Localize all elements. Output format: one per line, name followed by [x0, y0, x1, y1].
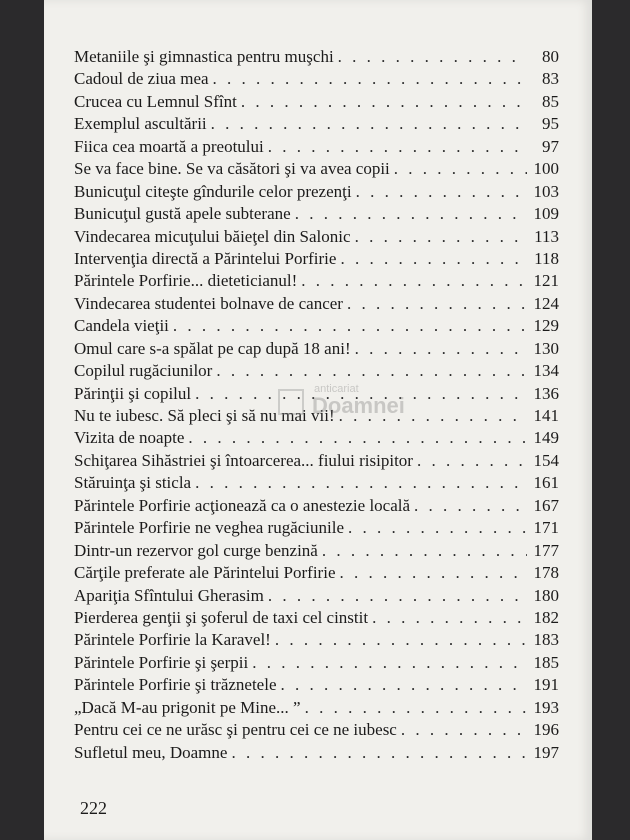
toc-leader-dots — [401, 719, 527, 741]
toc-entry-title: Pierderea genţii şi şoferul de taxi cel cinstit — [74, 607, 369, 627]
toc-entry-page: 136 — [533, 383, 559, 403]
toc-entry-page: 196 — [533, 720, 559, 740]
toc-entry-title: Intervenţia directă a Părintelui Porfirie — [74, 248, 337, 268]
toc-entry — [74, 293, 559, 315]
toc-entry — [74, 226, 559, 248]
toc-entry — [74, 517, 559, 539]
toc-entry — [74, 562, 559, 584]
watermark-big-text: Doamnei — [312, 393, 405, 418]
toc-entry-page: 124 — [533, 293, 559, 313]
toc-entry-page: 97 — [542, 136, 559, 156]
toc-entry-page: 109 — [533, 204, 559, 224]
toc-leader-dots — [322, 540, 527, 562]
toc-entry-page: 193 — [533, 697, 559, 717]
toc-entry-page: 141 — [533, 406, 559, 425]
toc-entry-page: 85 — [542, 91, 559, 111]
watermark-small-text: anticariat — [314, 383, 359, 395]
toc-leader-dots — [231, 742, 527, 764]
toc-leader-dots — [281, 674, 528, 696]
toc-entry — [74, 585, 559, 607]
toc-entry-title: Părintele Porfirie... dieteticianul! — [74, 271, 298, 291]
toc-leader-dots — [188, 427, 527, 449]
toc-leader-dots — [355, 338, 527, 360]
toc-leader-dots — [252, 652, 527, 674]
toc-leader-dots — [347, 293, 527, 315]
toc-entry-title: Crucea cu Lemnul Sfînt — [74, 91, 237, 111]
toc-entry-title: Vindecarea micuţului băieţel din Salonic — [74, 226, 351, 246]
toc-entry-title: Părintele Porfirie şi trăznetele — [74, 675, 277, 695]
toc-leader-dots — [355, 226, 527, 248]
toc-entry — [74, 607, 559, 629]
toc-entry-page: 197 — [533, 742, 559, 762]
table-of-contents — [74, 46, 559, 764]
toc-entry-title: Copilul rugăciunilor — [74, 361, 213, 381]
book-page — [44, 0, 592, 840]
toc-entry-title: Părinţii şi copilul — [74, 383, 192, 403]
toc-entry — [74, 450, 559, 472]
toc-entry-page: 118 — [534, 248, 559, 268]
toc-entry-title: Candela vieţii — [74, 316, 169, 336]
toc-entry-page: 178 — [533, 563, 559, 583]
toc-entry-page: 134 — [533, 361, 559, 381]
toc-entry-page: 113 — [534, 226, 559, 246]
toc-leader-dots — [348, 517, 527, 539]
toc-entry-title: Vizita de noapte — [74, 428, 185, 448]
toc-entry — [74, 203, 559, 225]
toc-entry — [74, 248, 559, 270]
toc-entry — [74, 472, 559, 494]
toc-entry-title: Cărţile preferate ale Părintelui Porfirie — [74, 563, 336, 583]
toc-entry — [74, 113, 559, 135]
toc-entry-title: Fiica cea moartă a preotului — [74, 136, 264, 156]
toc-entry — [74, 427, 559, 449]
toc-entry-title: Pentru cei ce ne urăsc şi pentru cei ce ne iubesc — [74, 720, 397, 740]
toc-leader-dots — [305, 697, 527, 719]
toc-entry-title: Bunicuţul citeşte gîndurile celor prezenţi — [74, 181, 352, 201]
page-number: 222 — [80, 798, 107, 818]
toc-entry — [74, 495, 559, 517]
toc-leader-dots — [356, 181, 527, 203]
toc-entry-page: 171 — [533, 518, 559, 538]
toc-entry-page: 100 — [533, 159, 559, 179]
toc-leader-dots — [213, 68, 527, 90]
toc-entry — [74, 674, 559, 696]
toc-entry-title: Stăruinţa şi sticla — [74, 473, 192, 493]
toc-entry — [74, 91, 559, 113]
toc-entry-page: 149 — [533, 428, 559, 448]
toc-entry-page: 121 — [533, 271, 559, 291]
toc-entry-page: 95 — [542, 114, 559, 134]
toc-entry — [74, 719, 559, 741]
toc-leader-dots — [268, 136, 527, 158]
toc-entry-page: 180 — [533, 585, 559, 605]
toc-leader-dots — [241, 91, 527, 113]
toc-leader-dots — [394, 158, 527, 180]
toc-entry — [74, 136, 559, 158]
toc-entry-title: Exemplul ascultării — [74, 114, 207, 134]
toc-leader-dots — [211, 113, 527, 135]
toc-entry — [74, 652, 559, 674]
toc-entry — [74, 158, 559, 180]
toc-entry-title: Omul care s-a spălat pe cap după 18 ani! — [74, 338, 351, 358]
toc-entry-title: Părintele Porfirie acţionează ca o anestezie locală — [74, 495, 411, 515]
toc-leader-dots — [338, 46, 527, 68]
toc-entry-page: 103 — [533, 181, 559, 201]
toc-entry-title: Părintele Porfirie şi şerpii — [74, 652, 249, 672]
toc-entry — [74, 742, 559, 764]
toc-leader-dots — [417, 450, 527, 472]
toc-leader-dots — [414, 495, 527, 517]
toc-leader-dots — [340, 562, 528, 584]
toc-leader-dots — [275, 629, 527, 651]
toc-entry — [74, 181, 559, 203]
toc-entry — [74, 46, 559, 68]
toc-entry-page: 80 — [542, 47, 559, 66]
toc-entry-page: 177 — [533, 540, 559, 560]
toc-entry — [74, 270, 559, 292]
toc-entry-page: 183 — [533, 630, 559, 650]
toc-entry-page: 191 — [533, 675, 559, 695]
toc-entry-title: Se va face bine. Se va căsători şi va avea copii — [74, 159, 390, 179]
toc-entry-page: 167 — [533, 495, 559, 515]
toc-entry-page: 130 — [533, 338, 559, 358]
toc-entry-page: 185 — [533, 652, 559, 672]
toc-entry-title: Schiţarea Sihăstriei şi întoarcerea... fiului risipitor — [74, 450, 413, 470]
toc-entry-title: Părintele Porfirie ne veghea rugăciunile — [74, 518, 344, 538]
toc-entry-title: Dintr-un rezervor gol curge benzină — [74, 540, 318, 560]
toc-entry-title: „Dacă M-au prigonit pe Mine... ” — [74, 697, 301, 717]
toc-entry-title: Nu te iubesc. Să pleci şi să nu mai vii! — [74, 406, 335, 425]
toc-entry — [74, 383, 559, 405]
toc-leader-dots — [301, 270, 527, 292]
toc-leader-dots — [173, 315, 527, 337]
toc-leader-dots — [339, 405, 527, 427]
toc-entry-title: Vindecarea studentei bolnave de cancer — [74, 293, 343, 313]
toc-entry — [74, 315, 559, 337]
toc-leader-dots — [295, 203, 527, 225]
toc-entry — [74, 360, 559, 382]
toc-entry-page: 182 — [533, 607, 559, 627]
toc-entry — [74, 338, 559, 360]
toc-entry — [74, 68, 559, 90]
toc-entry-title: Părintele Porfirie la Karavel! — [74, 630, 271, 650]
toc-entry-title: Metaniile şi gimnastica pentru muşchi — [74, 47, 334, 66]
toc-entry-title: Apariţia Sfîntului Gherasim — [74, 585, 264, 605]
toc-entry-page: 161 — [533, 473, 559, 493]
toc-entry-page: 154 — [533, 450, 559, 470]
toc-leader-dots — [268, 585, 527, 607]
toc-entry — [74, 629, 559, 651]
toc-entry-title: Cadoul de ziua mea — [74, 69, 209, 89]
toc-entry-page: 83 — [542, 69, 559, 89]
toc-entry — [74, 540, 559, 562]
toc-leader-dots — [195, 472, 527, 494]
toc-leader-dots — [195, 383, 527, 405]
toc-entry-title: Sufletul meu, Doamne — [74, 742, 228, 762]
toc-leader-dots — [372, 607, 527, 629]
toc-entry-page: 129 — [533, 316, 559, 336]
toc-entry-title: Bunicuţul gustă apele subterane — [74, 204, 291, 224]
toc-entry — [74, 405, 559, 427]
toc-leader-dots — [216, 360, 527, 382]
toc-entry — [74, 697, 559, 719]
toc-leader-dots — [340, 248, 527, 270]
